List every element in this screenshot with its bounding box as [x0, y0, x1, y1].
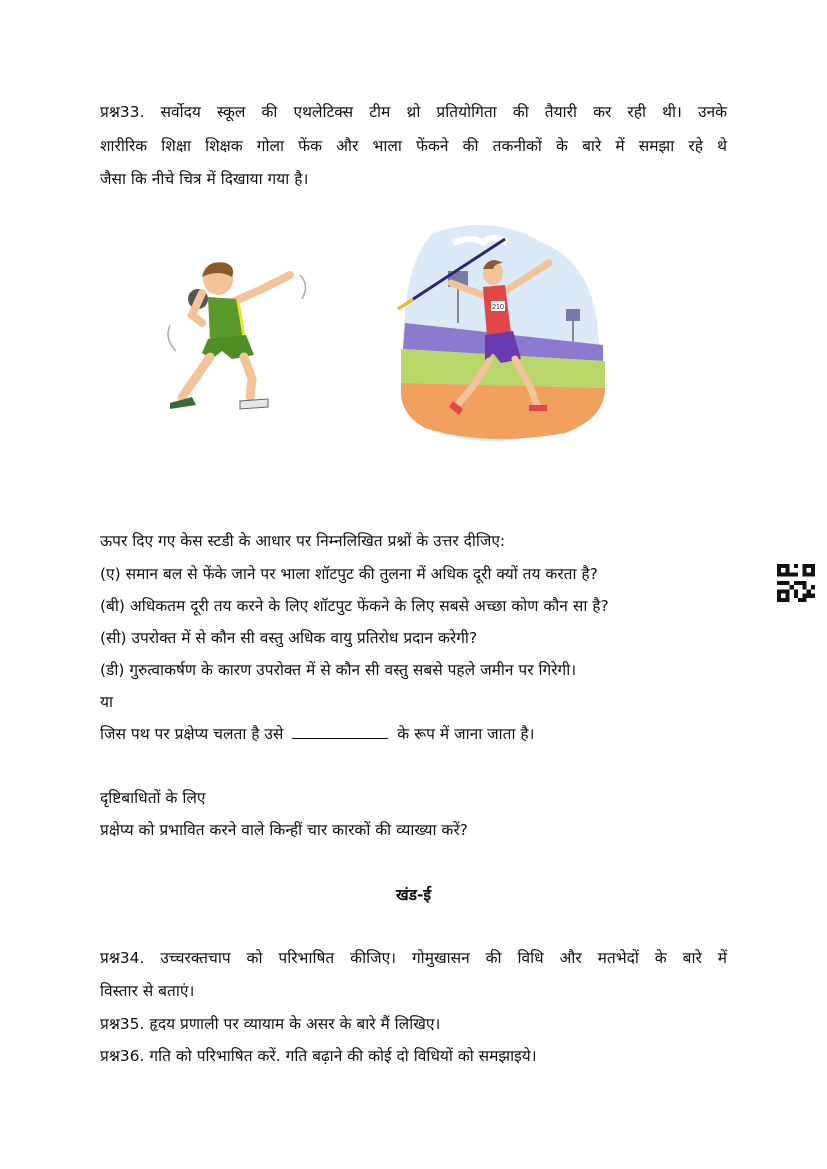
q33-subquestion-b: (बी) अधिकतम दूरी तय करने के लिए शॉटपुट फेंकने के लिए सबसे अच्छा कोण कौन सा है? [100, 597, 609, 615]
q34-line-2: विस्तार से बताएं। [100, 982, 195, 1000]
or-label: या [100, 693, 114, 711]
q33-line-1: प्रश्न33. सर्वोदय स्कूल की एथलेटिक्स टीम थ्रो प्रतियोगिता की तैयारी कर रही थी। उनके [100, 103, 727, 121]
q35: प्रश्न35. हृदय प्रणाली पर व्यायाम के असर के बारे मैं लिखिए। [100, 1015, 441, 1033]
q36: प्रश्न36. गति को परिभाषित करें. गति बढ़ाने की कोई दो विधियों को समझाइये। [100, 1047, 537, 1065]
fill-blank-after: के रूप में जाना जाता है। [397, 725, 535, 743]
q33-subquestion-d: (डी) गुरुत्वाकर्षण के कारण उपरोक्त में से कौन सी वस्तु सबसे पहले जमीन पर गिरेगी। [100, 661, 577, 679]
section-heading: खंड-ई [395, 886, 431, 904]
q33-subquestion-c: (सी) उपरोक्त में से कौन सी वस्तु अधिक वायु प्रतिरोध प्रदान करेगी? [100, 629, 478, 647]
q33-line-3: जैसा कि नीचे चित्र में दिखाया गया है। [100, 170, 309, 188]
fill-blank-before: जिस पथ पर प्रक्षेप्य चलता है उसे [100, 725, 284, 743]
q34-line-1: प्रश्न34. उच्चरक्तचाप को परिभाषित कीजिए। गोमुखासन की विधि और मतभेदों के बारे में [100, 949, 727, 967]
answer-blank [292, 724, 388, 739]
q33-line-2: शारीरिक शिक्षा शिक्षक गोला फेंक और भाला फेंकने की तकनीकों के बारे में समझा रहे थे [100, 137, 727, 155]
javelin-athlete-image [393, 213, 608, 443]
q33-prompt: ऊपर दिए गए केस स्टडी के आधार पर निम्नलिखित प्रश्नों के उत्तर दीजिए: [100, 532, 506, 550]
visually-impaired-label: दृष्टिबाधितों के लिए [100, 789, 206, 807]
q33-subquestion-a: (ए) समान बल से फेंके जाने पर भाला शॉटपुट की तुलना में अधिक दूरी क्यों तय करता है? [100, 565, 598, 583]
svg-text:210: 210 [492, 304, 504, 311]
qr-code-icon [777, 564, 815, 602]
shot-put-athlete-image [162, 255, 322, 415]
q33-fill-blank [100, 723, 727, 745]
visually-impaired-question: प्रक्षेप्य को प्रभावित करने वाले किन्हीं चार कारकों की व्याख्या करें? [100, 821, 468, 839]
